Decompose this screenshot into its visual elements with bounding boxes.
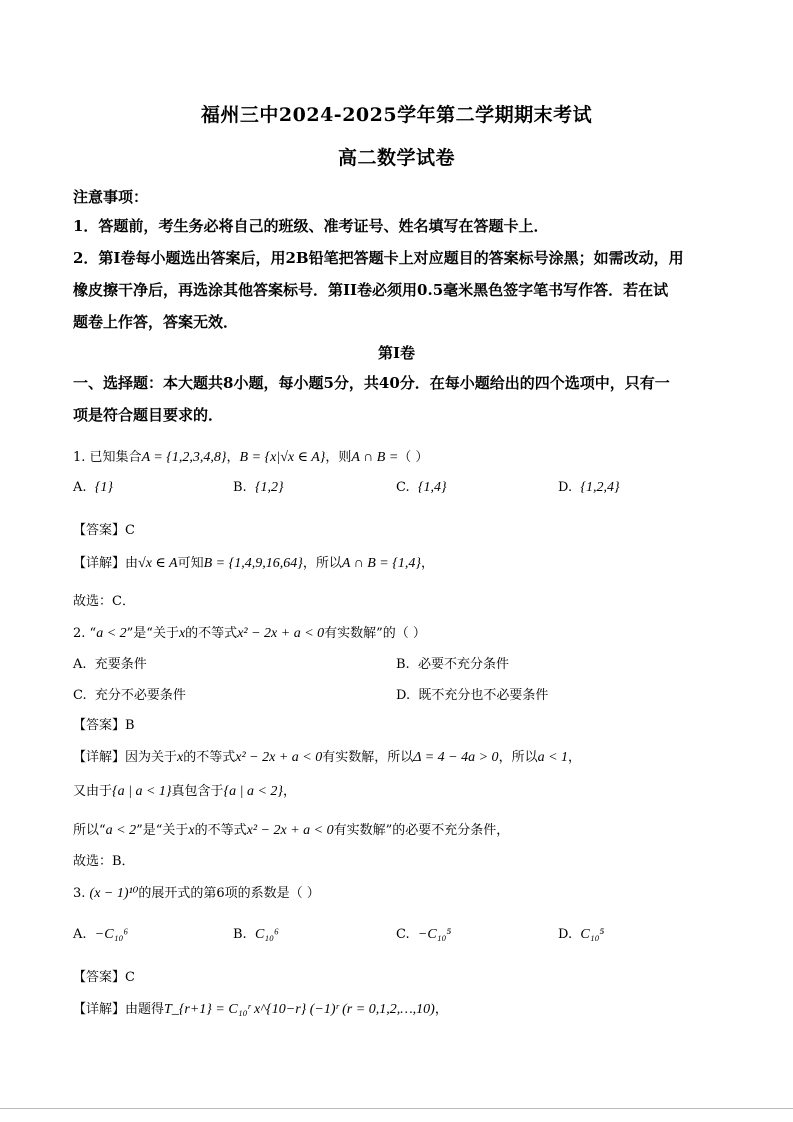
- q2-detail-line-1: [73, 746, 581, 766]
- condition-formula: a < 2: [96, 626, 127, 641]
- q1-option-a: [73, 480, 113, 496]
- answer-value: C: [125, 970, 135, 985]
- notice-item-2-line-2: 橡皮擦干净后，再选涂其他答案标号．第II卷必须用0.5毫米黑色签字笔书写作答．若在试: [73, 281, 669, 299]
- q3-option-b: [233, 927, 279, 943]
- question-text: “: [89, 626, 97, 641]
- section-heading-line-1: 一、选择题：本大题共8小题，每小题5分，共40分．在每小题给出的四个选项中，只有一: [73, 374, 670, 392]
- general-term-formula: T_{r+1} = C₁₀ʳ x^{10−r} (−1)ʳ (r = 0,1,2,…,10): [164, 1002, 435, 1017]
- q2-option-d: [396, 684, 548, 703]
- q1-detail: [73, 552, 434, 572]
- question-3: [73, 882, 320, 902]
- detail-formula: √x ∈ A: [138, 556, 178, 571]
- option-letter: A.: [73, 657, 87, 672]
- variable: x: [178, 626, 186, 641]
- detail-text: 由题得: [125, 1002, 165, 1017]
- detail-text: 所以“: [73, 823, 106, 838]
- option-letter: A.: [73, 480, 87, 495]
- ask-formula: A ∩ B =: [351, 450, 399, 465]
- set-b-formula: [240, 450, 326, 465]
- option-value: 充分不必要条件: [94, 688, 186, 703]
- option-letter: B.: [233, 927, 247, 942]
- q3-option-a: [73, 927, 128, 943]
- q1-conclusion: 故选：C．: [73, 594, 135, 609]
- question-text: 的不等式: [185, 626, 238, 641]
- set-a-formula: [142, 450, 227, 465]
- exam-subtitle: 高二数学试卷: [337, 147, 455, 169]
- detail-label: 【详解】: [73, 556, 126, 571]
- inequality-formula: x² − 2x + a < 0: [237, 626, 325, 641]
- question-2: [73, 622, 426, 642]
- answer-label: 【答案】: [73, 970, 126, 985]
- detail-formula: B = {1,4,9,16,64}: [203, 556, 303, 571]
- option-value: {1}: [94, 480, 113, 495]
- q1-option-b: [233, 480, 284, 496]
- detail-text: 又由于: [73, 784, 113, 799]
- detail-label: 【详解】: [73, 1002, 126, 1017]
- option-letter: A.: [73, 927, 87, 942]
- detail-text: 可知: [177, 556, 204, 571]
- question-1: 1. 已知集合A = {1,2,3,4,8}，B = {x|√x ∈ A}，则A ∩ B =（ ）: [73, 450, 429, 465]
- variable: x: [188, 823, 195, 838]
- notice-item-2-line-1: 2．第Ⅰ卷每小题选出答案后，用2B铅笔把答题卡上对应题目的答案标号涂黑；如需改动，用: [73, 249, 684, 267]
- question-number: 2.: [73, 626, 86, 641]
- inequality-formula: x² − 2x + a < 0: [246, 823, 334, 838]
- option-value: {1,4}: [417, 480, 447, 495]
- set-formula: {a | a < 1}: [112, 784, 172, 799]
- option-value: {1,2,4}: [580, 480, 620, 495]
- option-value: −C₁₀⁵: [417, 927, 452, 942]
- set-formula: {a | a < 2}: [223, 784, 284, 799]
- exam-title: 福州三中2024-2025学年第二学期期末考试: [200, 104, 593, 126]
- option-letter: C.: [73, 688, 87, 703]
- option-value: −C₁₀⁶: [94, 927, 129, 942]
- detail-text: 由: [125, 556, 139, 571]
- option-value: 充要条件: [94, 657, 147, 672]
- q1-answer: [73, 519, 135, 538]
- detail-formula: A ∩ B = {1,4}: [341, 556, 421, 571]
- notice-item-2-line-3: 题卷上作答，答案无效．: [73, 313, 239, 331]
- q2-detail-line-2: [73, 780, 296, 800]
- section-heading-line-2: 项是符合题目要求的．: [73, 406, 224, 424]
- question-text: 的展开式的第6项的系数是（ ）: [138, 886, 320, 901]
- q2-detail-line-3: [73, 819, 509, 839]
- detail-text: ”是“关于: [136, 823, 189, 838]
- option-letter: D.: [558, 927, 573, 942]
- option-value: C₁₀⁶: [254, 927, 279, 942]
- option-value: C₁₀⁵: [580, 927, 605, 942]
- detail-text: 的不等式: [194, 823, 247, 838]
- q2-answer: [73, 714, 135, 733]
- detail-text: ，: [568, 750, 582, 765]
- set-a-text: A = {1,2,3,4,8}: [141, 450, 227, 465]
- answer-value: C: [125, 523, 135, 538]
- q3-option-c: [396, 927, 451, 943]
- set-b-text: B = {x|√x ∈ A}: [239, 450, 326, 465]
- q2-option-b: [396, 653, 509, 672]
- q3-detail: [73, 998, 448, 1018]
- q2-conclusion: 故选：B．: [73, 854, 135, 869]
- answer-label: 【答案】: [73, 718, 126, 733]
- detail-text: 有实数解”的必要不充分条件，: [333, 823, 510, 838]
- option-value: 必要不充分条件: [417, 657, 509, 672]
- answer-value: B: [125, 718, 135, 733]
- option-value: 既不充分也不必要条件: [418, 688, 549, 703]
- binomial-formula: (x − 1)¹⁰: [89, 886, 139, 901]
- detail-text: ，: [420, 556, 434, 571]
- detail-text: ，: [283, 784, 297, 799]
- inequality-formula: x² − 2x + a < 0: [235, 750, 323, 765]
- option-letter: D.: [558, 480, 573, 495]
- question-text: ”是“关于: [126, 626, 179, 641]
- detail-text: 有实数解，所以: [322, 750, 414, 765]
- detail-text: 的不等式: [183, 750, 236, 765]
- condition-formula: a < 2: [105, 823, 137, 838]
- question-text-2: ，则: [325, 450, 352, 465]
- detail-text: ，所以: [498, 750, 538, 765]
- part-label: 第Ⅰ卷: [377, 344, 416, 362]
- discriminant-formula: Δ = 4 − 4a > 0: [413, 750, 499, 765]
- question-number: 3.: [73, 886, 86, 901]
- option-letter: B.: [233, 480, 247, 495]
- q1-option-c: [396, 480, 447, 496]
- notice-heading: 注意事项：: [73, 188, 149, 206]
- option-letter: B.: [396, 657, 410, 672]
- option-letter: C.: [396, 927, 410, 942]
- q2-option-c: [73, 684, 186, 703]
- q3-option-d: [558, 927, 604, 943]
- q3-answer: [73, 966, 135, 985]
- answer-label: 【答案】: [73, 523, 126, 538]
- detail-text: 因为关于: [125, 750, 178, 765]
- q2-option-a: [73, 653, 147, 672]
- page-bottom-divider: [0, 1108, 793, 1109]
- detail-text: ，所以: [302, 556, 342, 571]
- option-letter: C.: [396, 480, 410, 495]
- q1-option-d: [558, 480, 620, 496]
- question-number: 1.: [73, 450, 86, 465]
- variable: x: [177, 750, 184, 765]
- result-formula: a < 1: [537, 750, 569, 765]
- question-text: 已知集合: [89, 450, 142, 465]
- answer-paren: （ ）: [398, 450, 429, 465]
- option-value: {1,2}: [254, 480, 284, 495]
- detail-text: ，: [434, 1002, 448, 1017]
- question-text: 有实数解”的（ ）: [324, 626, 426, 641]
- notice-item-1: 1．答题前，考生务必将自己的班级、准考证号、姓名填写在答题卡上．: [73, 217, 549, 235]
- detail-text: 真包含于: [171, 784, 224, 799]
- detail-label: 【详解】: [73, 750, 126, 765]
- option-letter: D.: [396, 688, 411, 703]
